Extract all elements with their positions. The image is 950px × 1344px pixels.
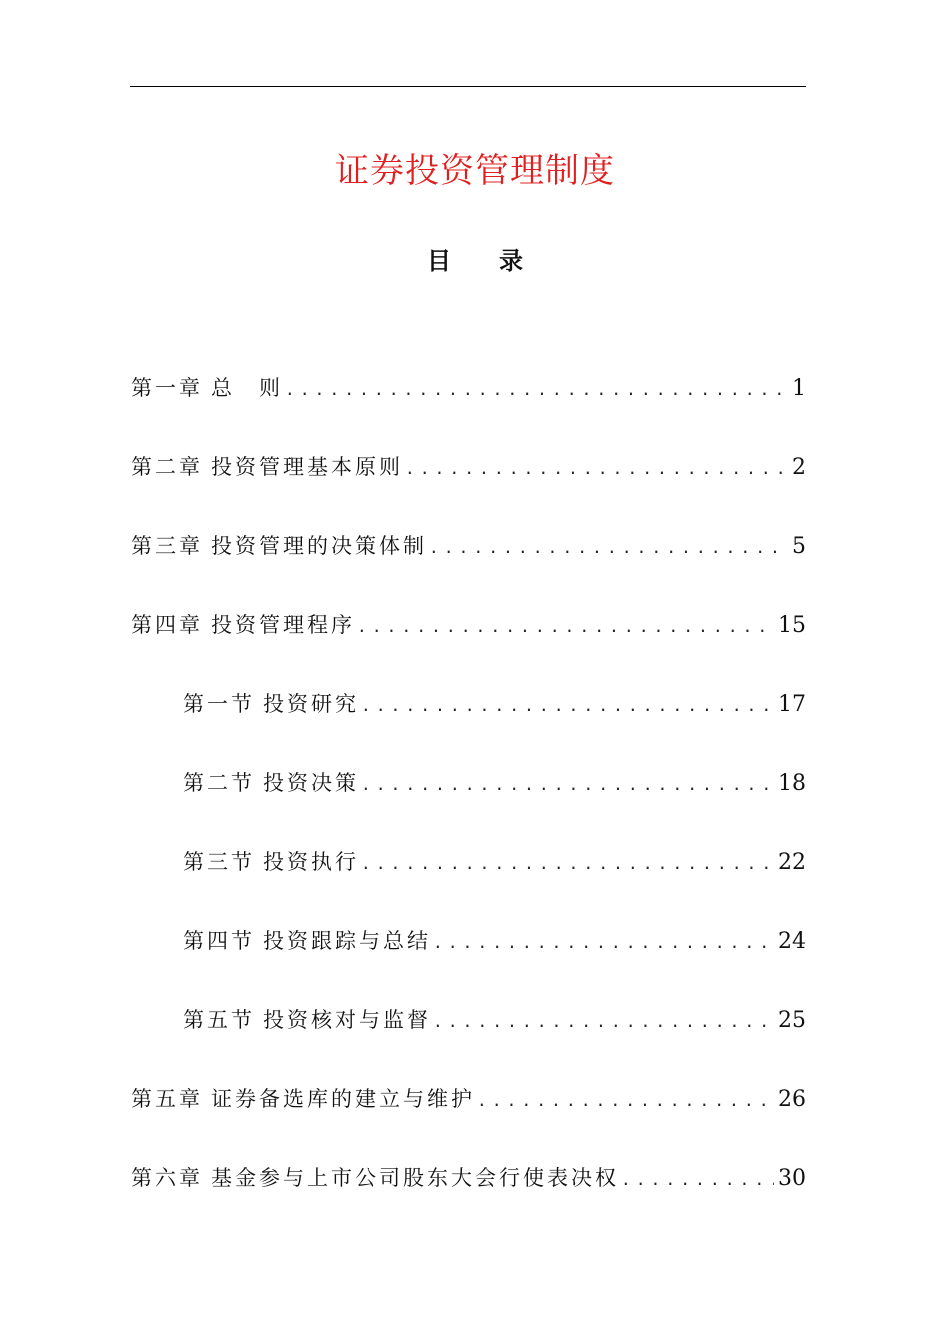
toc-entry-title: 投资跟踪与总结	[263, 929, 431, 953]
dot-leader	[361, 690, 774, 722]
toc-entry-title: 投资核对与监督	[263, 1008, 431, 1032]
dot-leader	[429, 532, 788, 564]
dot-leader	[433, 927, 774, 959]
toc-entry-section-5[interactable]	[183, 1004, 806, 1036]
toc-entry-page: 1	[792, 376, 806, 401]
header-rule	[130, 86, 806, 87]
toc-entry-title: 投资管理的决策体制	[211, 534, 427, 558]
toc-entry-number: 第三章	[131, 534, 203, 558]
toc-entry-title: 总 则	[211, 376, 283, 400]
toc-entry-number: 第四章	[131, 613, 203, 637]
toc-heading-right: 录	[499, 247, 523, 275]
toc-entry-title: 投资研究	[263, 692, 359, 716]
toc-entry-section-4[interactable]	[183, 925, 806, 957]
toc-entry-number: 第二节	[183, 771, 255, 795]
dot-leader	[477, 1085, 774, 1117]
toc-entry-page: 5	[792, 534, 806, 559]
toc-entry-chapter-1[interactable]	[131, 372, 806, 404]
document-title: 证券投资管理制度	[335, 151, 615, 191]
toc-entry-title: 投资决策	[263, 771, 359, 795]
toc-entry-page: 18	[778, 771, 806, 796]
toc-entry-page: 22	[778, 850, 806, 875]
toc-entry-number: 第五章	[131, 1087, 203, 1111]
dot-leader	[405, 453, 788, 485]
toc-entry-title: 证券备选库的建立与维护	[211, 1087, 475, 1111]
dot-leader	[285, 374, 788, 406]
toc-entry-number: 第六章	[131, 1166, 203, 1190]
toc-entry-chapter-5[interactable]	[131, 1083, 806, 1115]
toc-entry-page: 30	[778, 1166, 806, 1191]
toc-entry-number: 第二章	[131, 455, 203, 479]
toc-entry-title: 基金参与上市公司股东大会行使表决权	[211, 1166, 619, 1190]
toc-entry-page: 24	[778, 929, 806, 954]
dot-leader	[621, 1164, 774, 1196]
toc-entry-number: 第五节	[183, 1008, 255, 1032]
toc-entry-section-1[interactable]	[183, 688, 806, 720]
toc-entry-chapter-6[interactable]	[131, 1162, 806, 1194]
dot-leader	[357, 611, 774, 643]
toc-heading-left: 目	[427, 247, 451, 275]
toc-entry-title: 投资执行	[263, 850, 359, 874]
toc-entry-page: 2	[792, 455, 806, 480]
toc-entry-page: 25	[778, 1008, 806, 1033]
toc-entry-page: 15	[778, 613, 806, 638]
dot-leader	[433, 1006, 774, 1038]
toc-entry-section-2[interactable]	[183, 767, 806, 799]
toc-entry-title: 投资管理基本原则	[211, 455, 403, 479]
toc-entry-chapter-2[interactable]	[131, 451, 806, 483]
dot-leader	[361, 848, 774, 880]
toc-entry-number: 第一章	[131, 376, 203, 400]
toc-heading	[0, 244, 950, 278]
toc-entry-title: 投资管理程序	[211, 613, 355, 637]
toc-entry-section-3[interactable]	[183, 846, 806, 878]
toc-entry-page: 17	[778, 692, 806, 717]
toc-entry-number: 第三节	[183, 850, 255, 874]
toc-entry-number: 第一节	[183, 692, 255, 716]
toc-entry-page: 26	[778, 1087, 806, 1112]
toc-entry-chapter-3[interactable]	[131, 530, 806, 562]
dot-leader	[361, 769, 774, 801]
toc-entry-chapter-4[interactable]	[131, 609, 806, 641]
toc-entry-number: 第四节	[183, 929, 255, 953]
